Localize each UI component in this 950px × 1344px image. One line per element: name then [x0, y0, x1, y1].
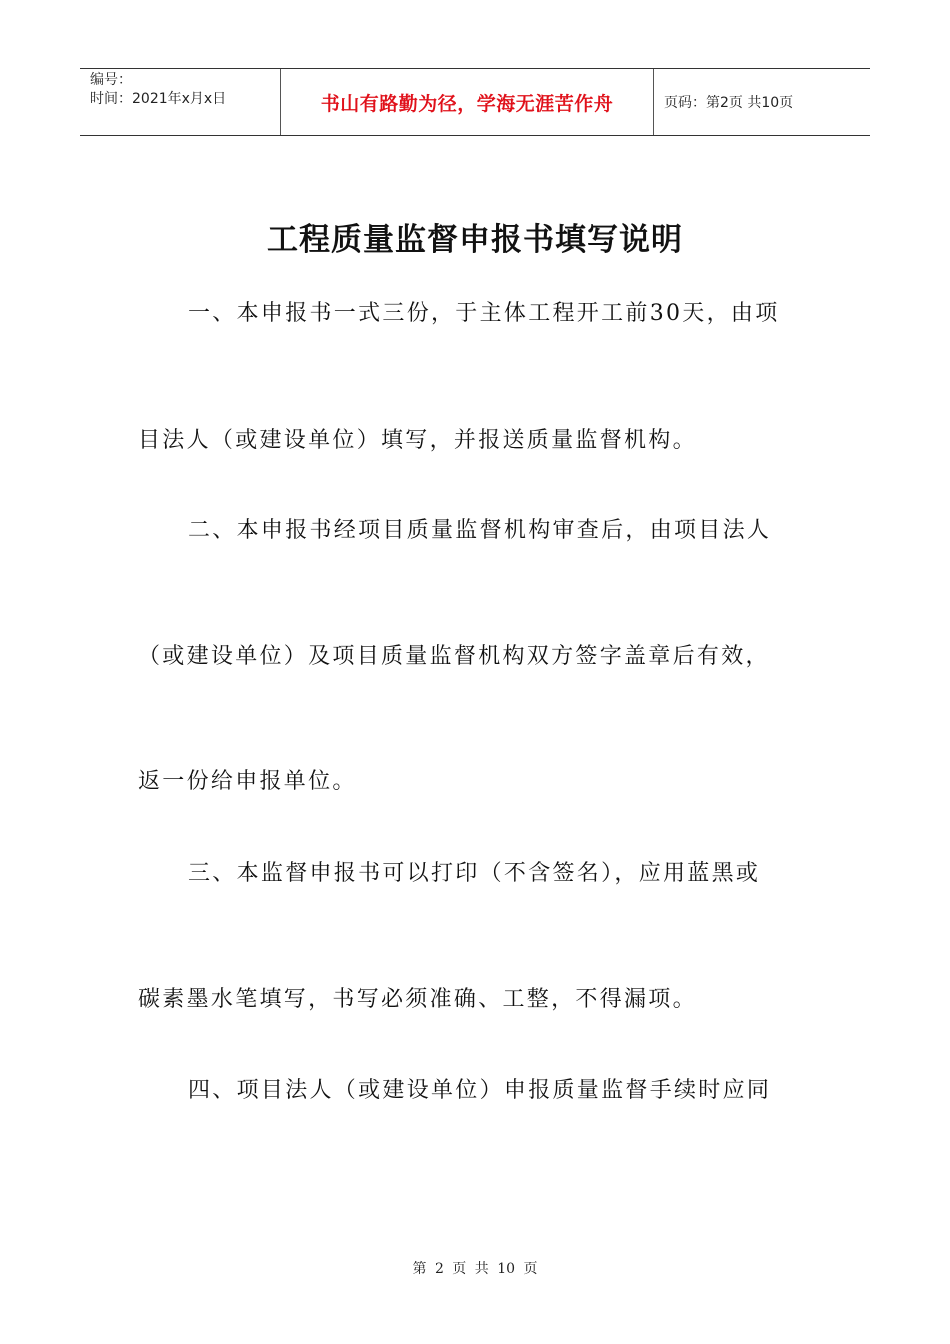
- paragraph-4-line-1: 四、项目法人（或建设单位）申报质量监督手续时应同: [188, 1078, 772, 1103]
- paragraph-2-line-1: 二、本申报书经项目质量监督机构审查后，由项目法人: [188, 518, 772, 543]
- paragraph-3-line-1: 三、本监督申报书可以打印（不含签名），应用蓝黑或: [188, 861, 761, 886]
- paragraph-2-line-3: 返一份给申报单位。: [138, 769, 357, 794]
- code-label: 编号：: [90, 72, 132, 88]
- header-meta: [80, 69, 281, 135]
- time-label: 时间：2021年x月x日: [90, 91, 227, 107]
- page-header: [80, 68, 870, 136]
- header-page-info: 页码：第2页 共10页: [664, 95, 794, 111]
- paragraph-2-line-2: （或建设单位）及项目质量监督机构双方签字盖章后有效，: [138, 644, 770, 669]
- paragraph-1-line-2: 目法人（或建设单位）填写，并报送质量监督机构。: [138, 428, 697, 453]
- header-motto: 书山有路勤为径，学海无涯苦作舟: [281, 69, 654, 135]
- paragraph-1-line-1: 一、本申报书一式三份，于主体工程开工前30天，由项: [188, 301, 780, 326]
- page-footer: 第 2 页 共 10 页: [412, 1261, 538, 1277]
- document-title: 工程质量监督申报书填写说明: [267, 222, 683, 258]
- paragraph-3-line-2: 碳素墨水笔填写，书写必须准确、工整，不得漏项。: [138, 987, 697, 1012]
